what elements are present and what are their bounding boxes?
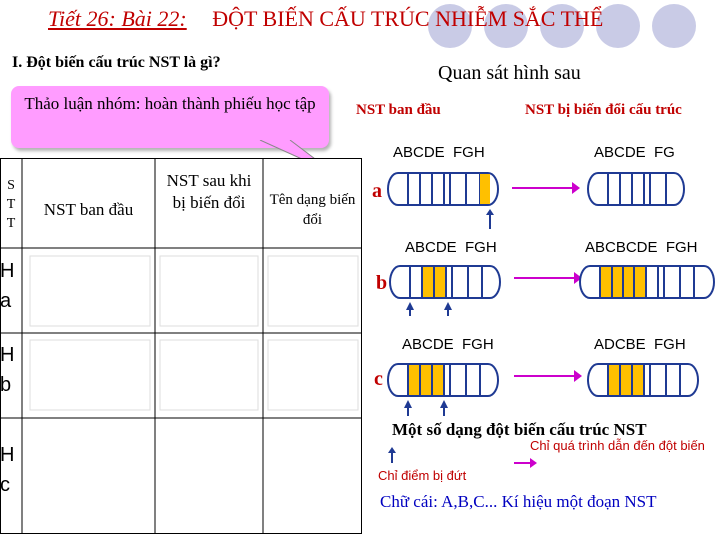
figure-caption: Một số dạng đột biến cấu trúc NST	[392, 420, 647, 439]
section-heading: I. Đột biến cấu trúc NST là gì?	[12, 54, 221, 71]
case-a-original-genes: ABCDE FGH	[393, 144, 485, 161]
case-b-mutated-chromosome	[578, 258, 720, 308]
case-c-original-genes: ABCDE FGH	[402, 336, 494, 353]
case-a-arrow	[510, 178, 582, 198]
case-c-original-chromosome	[384, 356, 514, 418]
row-label-a: H a	[0, 260, 15, 312]
case-b-mutated-genes: ABCBCDE FGH	[585, 239, 698, 256]
break-point-icon	[382, 447, 402, 463]
case-c-arrow	[512, 366, 584, 386]
case-c-mutated-genes: ADCBE FGH	[594, 336, 686, 353]
legend-process: Chỉ quá trình dẫn đến đột biến	[530, 438, 705, 453]
header-mutated: NST sau khi bị biến đổi	[166, 171, 252, 212]
case-a-mutated-genes: ABCDE FG	[594, 144, 675, 161]
slide-title	[48, 6, 603, 32]
case-a-mutated-chromosome	[584, 165, 704, 215]
col-mutated-label: NST bị biến đổi cấu trúc	[525, 102, 682, 118]
header-original: NST ban đầu	[43, 200, 134, 219]
worksheet-table	[0, 158, 362, 534]
discussion-text: Thảo luận nhóm: hoàn thành phiếu học tập	[24, 94, 316, 113]
case-b-arrow	[512, 268, 584, 288]
header-type: Tên dạng biến đổi	[269, 192, 356, 228]
process-arrow-icon	[512, 456, 538, 470]
col-original-label: NST ban đầu	[356, 102, 441, 118]
title-text: ĐỘT BIẾN CẤU TRÚC NHIỄM SẮC THỂ	[212, 6, 604, 31]
case-b-original-chromosome	[386, 258, 516, 318]
legend-break: Chỉ điểm bị đứt	[378, 468, 467, 483]
case-a-original-chromosome	[384, 165, 514, 235]
header-stt: S T T	[6, 178, 16, 231]
observe-text: Quan sát hình sau	[438, 62, 581, 84]
row-label-c: H c	[0, 444, 15, 496]
letter-note: Chữ cái: A,B,C... Kí hiệu một đoạn NST	[380, 492, 657, 511]
case-b-original-genes: ABCDE FGH	[405, 239, 497, 256]
case-b-letter: b	[376, 272, 388, 294]
lesson-label: Tiết 26: Bài 22:	[48, 6, 187, 31]
case-a-letter: a	[372, 180, 382, 202]
case-c-letter: c	[374, 368, 383, 390]
case-c-mutated-chromosome	[584, 356, 714, 406]
row-label-b: H b	[0, 344, 15, 396]
